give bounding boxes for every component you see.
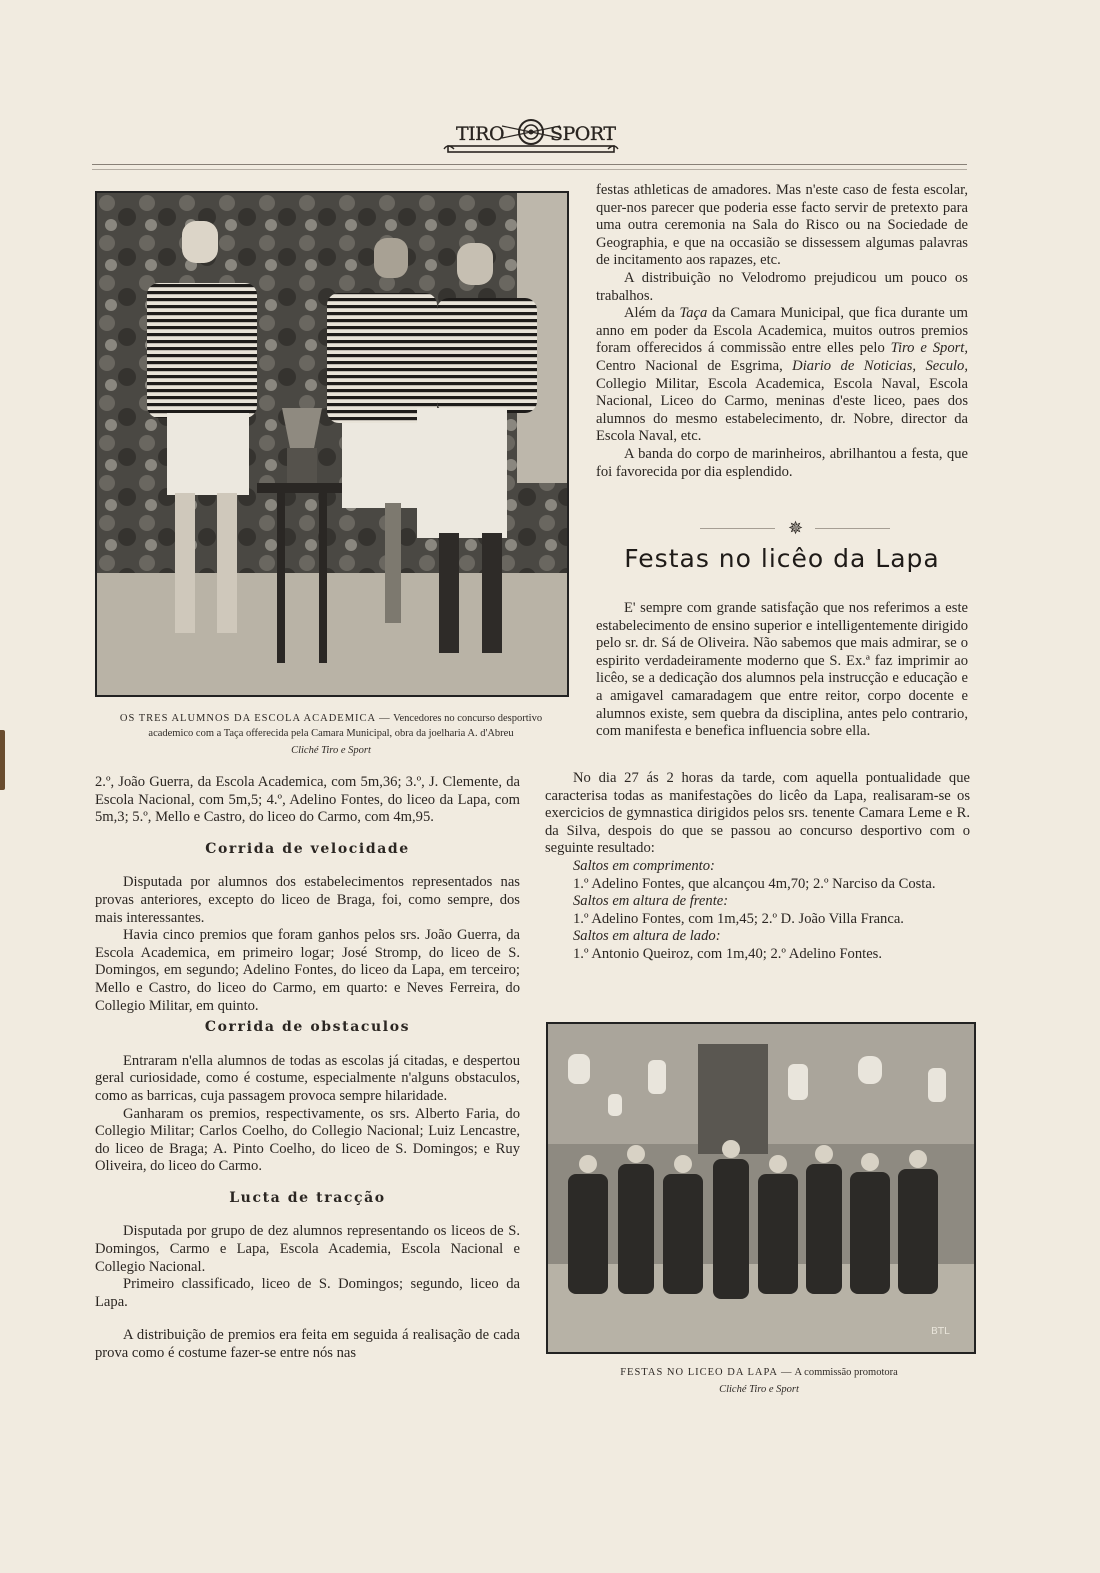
header-rule xyxy=(92,164,967,170)
left-p2: Havia cinco premios que foram ganhos pelos srs. João Guerra, da Escola Academica, em primeiro logar; José Stromp, do liceo de S. Domingos, em segundo; Adelino Fontes, do liceo da Lapa, em terceiro; Mello e Castro, do liceo do Carmo, em quarto: e Neves Ferreira, do Collegio Militar, em quinto. xyxy=(95,927,520,1014)
saltos-comprimento-result: 1.º Adelino Fontes, que alcançou 4m,70; 2.º Narciso da Costa. xyxy=(573,875,936,892)
photo-commission-group xyxy=(546,1022,976,1354)
section-ornament xyxy=(700,520,895,538)
heading-lucta-traccao: Lucta de tracção xyxy=(229,1189,386,1206)
left-p1: Disputada por alumnos dos estabelecimentos representados nas provas anteriores, excepto do liceo de Braga, foi, como sempre, dos mais interessantes. xyxy=(95,874,520,926)
saltos-comprimento-title xyxy=(545,858,970,876)
left-intro: 2.º, João Guerra, da Escola Academica, com 5m,36; 3.º, J. Clemente, da Escola Nacional, com 5m,5; 4.º, Adelino Fontes, do liceo da Lapa, com 5m,3; 5.º, Mello e Castro, do liceo do Carmo, com 4m,95. xyxy=(95,774,520,826)
photo2-caption xyxy=(546,1365,972,1397)
saltos-lado-result: 1.º Antonio Queiroz, com 1m,40; 2.º Adelino Fontes. xyxy=(573,945,883,962)
saltos-lado-title xyxy=(545,928,970,946)
star-ornament-icon: ✵ xyxy=(788,518,804,539)
masthead-left-word: TIRO xyxy=(456,123,505,145)
photo1-caption-title: OS TRES ALUMNOS DA ESCOLA ACADEMICA — xyxy=(119,713,391,724)
right-p3-part2: da Camara Municipal, que fica durante um anno em poder da Escola Academica, muitos outros premios foram offerecidos á commissão entre elles pelo xyxy=(596,305,968,357)
right-p3-taca: Taça xyxy=(679,305,708,322)
left-p4: Ganharam os premios, respectivamente, os srs. Alberto Faria, do Collegio Militar; Carlos Coelho, do Collegio Nacional; Luiz Lencastre, do liceo de Braga; A. Pinto Coelho, do liceo de S. Domingos; e Ruy Oliveira, do liceo do Carmo. xyxy=(95,1105,520,1175)
saltos-lado-label: Saltos em altura de lado: xyxy=(573,928,721,945)
wide-article-text xyxy=(545,770,970,964)
saltos-comprimento-label: Saltos em comprimento: xyxy=(573,857,715,874)
right-p3 xyxy=(596,305,968,446)
left-p7: A distribuição de premios era feita em seguida á realisação de cada prova como é costume fazer-se entre nós nas xyxy=(95,1327,520,1362)
photo2-signature: BTL xyxy=(931,1326,950,1337)
right-column-top xyxy=(596,182,968,481)
photo1-caption xyxy=(105,711,557,758)
photo2-credit: Cliché Tiro e Sport xyxy=(719,1384,799,1395)
left-p6: Primeiro classificado, liceo de S. Domingos; segundo, liceo da Lapa. xyxy=(95,1276,520,1310)
saltos-frente-result: 1.º Adelino Fontes, com 1m,45; 2.º D. João Villa Franca. xyxy=(573,910,904,927)
saltos-frente-title xyxy=(545,893,970,911)
heading-corrida-velocidade: Corrida de velocidade xyxy=(205,840,410,857)
right-p1: festas athleticas de amadores. Mas n'este caso de festa escolar, quer-nos parecer que poderia esse facto servir de pretexto para uma outra ceremonia na Sala do Risco ou na Sociedade de Geographia, e que na occasião se dissessem algumas palavras de incitamento aos rapazes, etc. xyxy=(596,182,968,269)
photo-three-students xyxy=(95,191,569,697)
left-column xyxy=(95,774,520,1363)
article-p1: E' sempre com grande satisfação que nos referimos a este estabelecimento de ensino superior e intelligentemente dirigido pelo sr. dr. Sá de Oliveira. Não sabemos que mais admirar, se o espirito verdadeiramente moderno que S. Ex.ª faz imprimir ao licêo, se a dedicação dos alumnos pela instrucção e educação e a amigavel camaradagem que entre reitor, corpo docente e alumnos existe, sem quebra da disciplina, antes pelo contrario, com manifesta e benefica influencia sobre ella. xyxy=(596,600,968,740)
right-p3-newspapers: Diario de Noticias, Seculo, xyxy=(792,357,968,374)
right-p4: A banda do corpo de marinheiros, abrilhantou a festa, que foi favorecida por dia esplendido. xyxy=(596,445,968,480)
right-p3-part4: Collegio Militar, Escola Academica, Escola Naval, Escola Nacional, Liceo do Carmo, meninas d'este liceo, paes dos alumnos do mesmo estabelecimento, dr. Nobre, director da Escola Naval, etc. xyxy=(596,375,968,445)
right-p3-part3: Centro Nacional de Esgrima, xyxy=(596,357,793,374)
article-p2: No dia 27 ás 2 horas da tarde, com aquella pontualidade que caracterisa todas as manifestações do licêo da Lapa, realisaram-se os exercicios de gymnastica dirigidos pelos srs. tenente Camara Leme e R. da Silva, despois do que se passou ao concurso desportivo com o seguinte resultado: xyxy=(545,770,970,857)
photo2-caption-text: A commissão promotora xyxy=(792,1367,898,1378)
page-edge-mark xyxy=(0,730,5,790)
masthead-right-word: SPORT xyxy=(550,123,616,145)
photo1-credit: Cliché Tiro e Sport xyxy=(291,745,371,756)
masthead-logo xyxy=(442,112,620,158)
right-column-article xyxy=(596,600,968,741)
heading-corrida-obstaculos: Corrida de obstaculos xyxy=(204,1019,411,1036)
photo1-caption-text: Vencedores no concurso desportivo academico com a Taça offerecida pela Camara Municipal, obra da joelharia A. d'Abreu xyxy=(148,713,543,739)
ornament-line-left xyxy=(700,528,775,529)
article-headline: Festas no licêo da Lapa xyxy=(624,544,940,573)
photo2-caption-title: FESTAS NO LICEO DA LAPA — xyxy=(620,1367,793,1378)
right-p2: A distribuição no Velodromo prejudicou um pouco os trabalhos. xyxy=(596,269,968,304)
left-p5: Disputada por grupo de dez alumnos representando os liceos de S. Domingos, Carmo e Lapa, Escola Academia, Escola Nacional e Collegio Nacional. xyxy=(95,1223,520,1275)
saltos-frente-label: Saltos em altura de frente: xyxy=(573,893,729,910)
right-p3-part1: Além da xyxy=(624,305,680,322)
left-p3: Entraram n'ella alumnos de todas as escolas já citadas, e despertou geral curiosidade, como é costume, especialmente n'alguns obstaculos, como as barricas, cuja passagem provoca sempre hilaridade. xyxy=(95,1052,520,1104)
right-p3-tiro-sport: Tiro e Sport, xyxy=(890,340,968,357)
ornament-line-right xyxy=(815,528,890,529)
